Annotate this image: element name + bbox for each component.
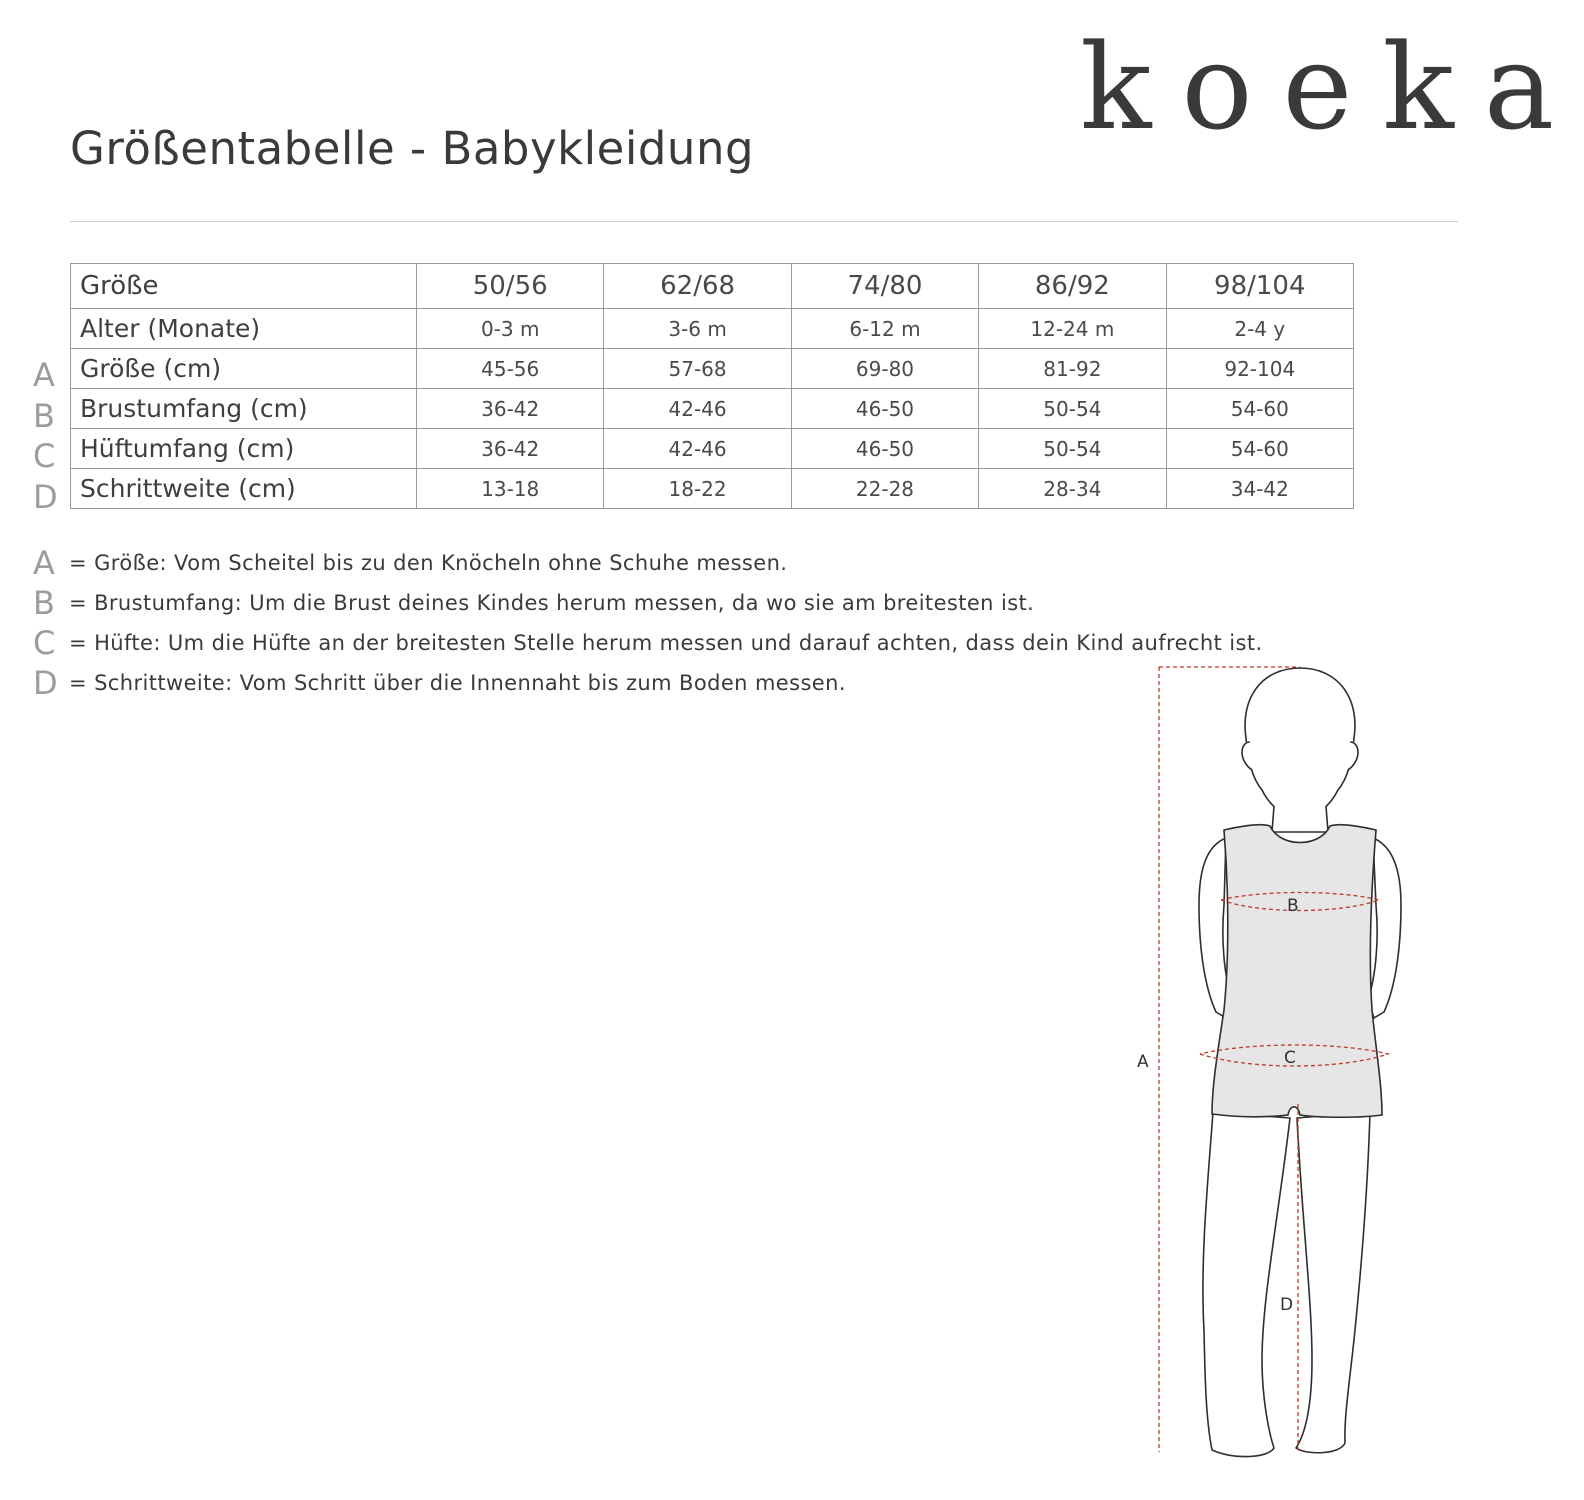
legend-text: = Hüfte: Um die Hüfte an der breitesten Stelle herum messen und darauf achten, dass dein Kind aufrecht ist. — [69, 631, 1263, 655]
row-letter-d: D — [33, 478, 58, 516]
table-cell: 45-56 — [417, 349, 604, 389]
row-letter-c: C — [33, 437, 56, 475]
table-cell: 42-46 — [604, 429, 791, 469]
table-header-cell: Größe — [71, 264, 417, 309]
row-label: Alter (Monate) — [71, 309, 417, 349]
figure-label-d: D — [1280, 1295, 1294, 1315]
figure-label-a: A — [1137, 1052, 1149, 1072]
table-cell: 46-50 — [791, 389, 978, 429]
table-header-cell: 62/68 — [604, 264, 791, 309]
table-cell: 28-34 — [979, 469, 1166, 509]
table-cell: 13-18 — [417, 469, 604, 509]
table-cell: 18-22 — [604, 469, 791, 509]
table-cell: 42-46 — [604, 389, 791, 429]
table-cell: 12-24 m — [979, 309, 1166, 349]
legend-text: = Brustumfang: Um die Brust deines Kindes herum messen, da wo sie am breitesten ist. — [69, 591, 1035, 615]
table-cell: 57-68 — [604, 349, 791, 389]
table-cell: 36-42 — [417, 389, 604, 429]
table-cell: 50-54 — [979, 429, 1166, 469]
row-letter-a: A — [33, 356, 55, 394]
table-header-cell: 98/104 — [1166, 264, 1353, 309]
right-leg — [1296, 1112, 1370, 1453]
table-cell: 2-4 y — [1166, 309, 1353, 349]
row-label: Schrittweite (cm) — [71, 469, 417, 509]
row-label: Brustumfang (cm) — [71, 389, 417, 429]
table-cell: 69-80 — [791, 349, 978, 389]
table-cell: 3-6 m — [604, 309, 791, 349]
table-cell: 34-42 — [1166, 469, 1353, 509]
table-cell: 81-92 — [979, 349, 1166, 389]
table-cell: 36-42 — [417, 429, 604, 469]
legend-letter: C — [33, 624, 56, 662]
legend-letter: D — [33, 664, 58, 702]
table-cell: 50-54 — [979, 389, 1166, 429]
row-label: Größe (cm) — [71, 349, 417, 389]
table-cell: 0-3 m — [417, 309, 604, 349]
table-header-cell: 50/56 — [417, 264, 604, 309]
row-letter-b: B — [33, 397, 55, 435]
bodysuit-garment — [1212, 825, 1382, 1117]
table-cell: 22-28 — [791, 469, 978, 509]
page-title: Größentabelle - Babykleidung — [70, 122, 755, 175]
row-label: Hüftumfang (cm) — [71, 429, 417, 469]
head — [1245, 668, 1355, 818]
table-header-cell: 74/80 — [791, 264, 978, 309]
figure-label-b: B — [1287, 896, 1299, 916]
figure-label-c: C — [1284, 1048, 1296, 1068]
table-cell: 6-12 m — [791, 309, 978, 349]
legend-letter: A — [33, 544, 55, 582]
left-leg — [1203, 1112, 1290, 1457]
table-header-cell: 86/92 — [979, 264, 1166, 309]
table-cell: 46-50 — [791, 429, 978, 469]
brand-logo: koeka — [1080, 18, 1584, 156]
legend-letter: B — [33, 584, 55, 622]
legend-text: = Größe: Vom Scheitel bis zu den Knöcheln ohne Schuhe messen. — [69, 551, 788, 575]
table-cell: 54-60 — [1166, 389, 1353, 429]
table-cell: 54-60 — [1166, 429, 1353, 469]
legend-text: = Schrittweite: Vom Schritt über die Innennaht bis zum Boden messen. — [69, 671, 846, 695]
table-cell: 92-104 — [1166, 349, 1353, 389]
neck — [1272, 806, 1328, 832]
